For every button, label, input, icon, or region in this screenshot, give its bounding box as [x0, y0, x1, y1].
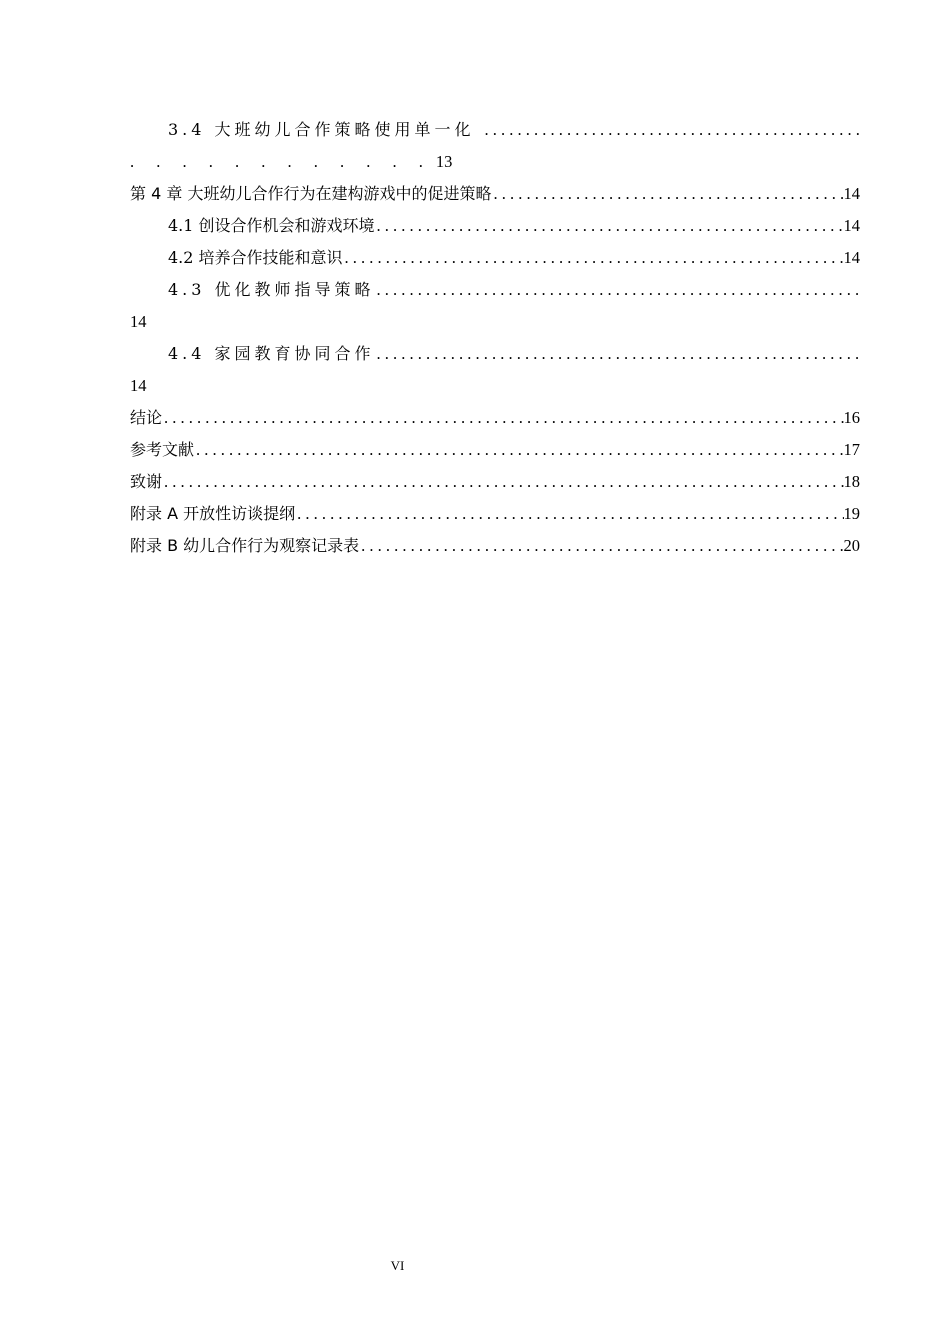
toc-entry-3-4[interactable] — [130, 114, 860, 146]
toc-page-number: 13 — [435, 152, 453, 171]
toc-entry-appendix-b[interactable] — [130, 530, 860, 562]
toc-page-number: 18 — [843, 472, 860, 491]
toc-page-number: 14 — [130, 376, 147, 395]
toc-entry-conclusion[interactable] — [130, 402, 860, 434]
toc-page-number: 19 — [843, 504, 860, 523]
toc-page-number: 14 — [843, 248, 860, 267]
toc-entry-4-4-continued — [130, 370, 860, 402]
leader-dots — [343, 242, 844, 274]
toc-page-number: 17 — [843, 440, 860, 459]
table-of-contents — [130, 114, 860, 562]
toc-entry-label: 附录 B 幼儿合作行为观察记录表 — [130, 536, 360, 555]
toc-page-number: 14 — [843, 216, 860, 235]
leader-dots — [359, 530, 843, 562]
toc-entry-label: 附录 A 开放性访谈提纲 — [130, 504, 296, 523]
toc-entry-references[interactable] — [130, 434, 860, 466]
toc-page-number: 14 — [130, 312, 147, 331]
toc-entry-4-3[interactable] — [130, 274, 860, 306]
toc-entry-appendix-a[interactable] — [130, 498, 860, 530]
toc-entry-label: 4.2 培养合作技能和意识 — [168, 248, 343, 267]
toc-entry-4-4[interactable] — [130, 338, 860, 370]
toc-entry-label: 4.3 优化教师指导策略 — [168, 280, 375, 299]
toc-page-number: 14 — [843, 184, 860, 203]
leader-dots: . . . . . . . . . . . . — [130, 152, 432, 171]
leader-dots — [375, 338, 860, 370]
toc-entry-label: 致谢 — [130, 472, 163, 491]
toc-page-number: 20 — [843, 536, 860, 555]
toc-entry-4-3-continued — [130, 306, 860, 338]
leader-dots — [295, 498, 843, 530]
toc-entry-label: 4.1 创设合作机会和游戏环境 — [168, 216, 375, 235]
leader-dots — [162, 466, 843, 498]
leader-dots — [162, 402, 843, 434]
leader-dots — [375, 210, 844, 242]
toc-page-number: 16 — [843, 408, 860, 427]
leader-dots — [375, 274, 860, 306]
toc-entry-label: 3.4 大班幼儿合作策略使用单一化 — [168, 120, 475, 139]
toc-entry-4-2[interactable] — [130, 242, 860, 274]
toc-entry-label: 第 4 章 大班幼儿合作行为在建构游戏中的促进策略 — [130, 184, 492, 203]
toc-entry-3-4-continued — [130, 146, 860, 178]
toc-entry-label: 参考文献 — [130, 440, 195, 459]
leader-dots — [491, 178, 843, 210]
toc-entry-acknowledgements[interactable] — [130, 466, 860, 498]
toc-entry-4-1[interactable] — [130, 210, 860, 242]
toc-entry-chapter-4[interactable] — [130, 178, 860, 210]
leader-dots — [475, 114, 860, 146]
leader-dots — [194, 434, 843, 466]
toc-entry-label: 4.4 家园教育协同合作 — [168, 344, 375, 363]
page-footer-number: VI — [390, 1258, 405, 1273]
toc-entry-label: 结论 — [130, 408, 163, 427]
